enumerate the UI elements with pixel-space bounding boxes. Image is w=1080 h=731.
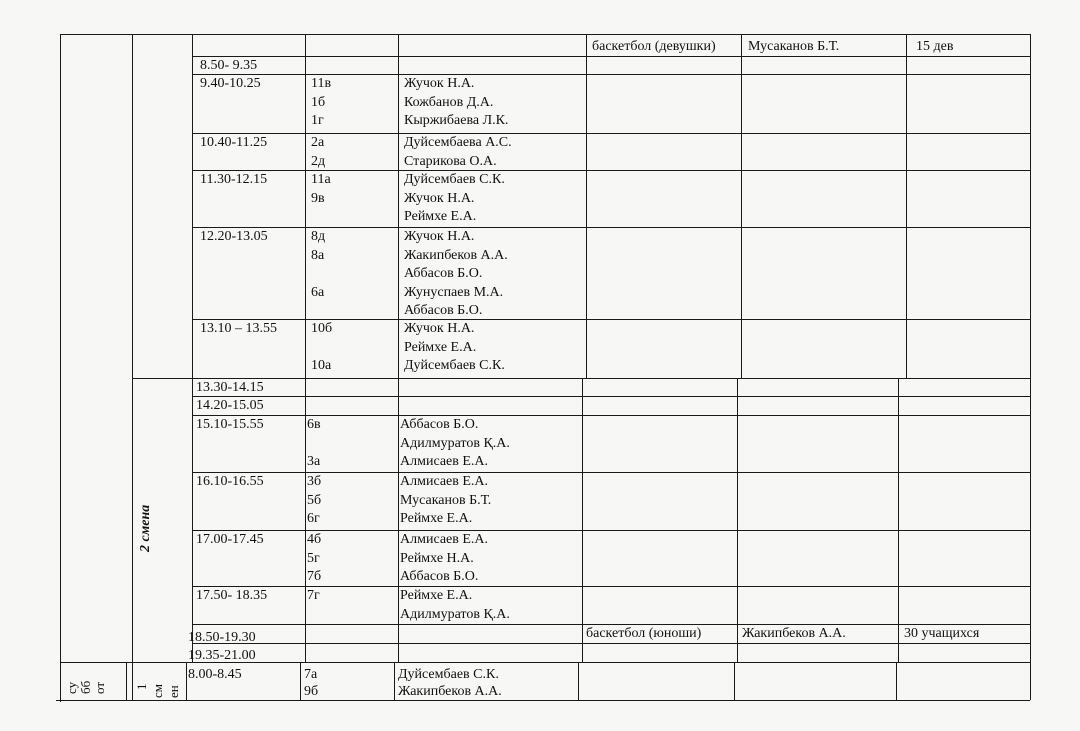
grid-line [737, 378, 738, 662]
evening-time: 18.50-19.30 [188, 630, 256, 645]
teacher-name: Жакипбеков А.А. [404, 247, 508, 263]
activity-boys: баскетбол (юноши) [586, 626, 702, 641]
class-name: 3б [307, 474, 322, 489]
class-name: 6в [307, 417, 321, 432]
shift-1-label-3: ен [166, 685, 181, 698]
grid-line [582, 378, 583, 662]
teacher-name: Жучок Н.А. [404, 229, 475, 244]
teacher-name: Реймхе Н.А. [400, 550, 474, 566]
grid-line [192, 472, 1030, 473]
time-slot: 13.10 – 13.55 [200, 321, 277, 336]
class-name: 6а [311, 284, 325, 300]
class-name: 5б [307, 492, 322, 508]
grid-line [192, 227, 1030, 228]
class-name: 10а [311, 358, 332, 374]
grid-line [192, 170, 1030, 171]
saturday-teacher-1: Дуйсембаев С.К. [398, 667, 499, 682]
grid-line [398, 378, 399, 662]
teacher-name: Алмисаев Е.А. [400, 532, 489, 547]
time-slot: 15.10-15.55 [196, 417, 264, 432]
grid-line [132, 34, 133, 700]
teacher-name: Дуйсембаева А.С. [404, 135, 512, 150]
grid-line [192, 530, 1030, 531]
grid-line [60, 34, 1030, 35]
class-name: 10б [311, 321, 333, 336]
grid-line [305, 378, 306, 662]
teacher-name: Кыржибаева Л.К. [404, 113, 509, 129]
saturday-teacher-2: Жакипбеков А.А. [398, 684, 502, 699]
activity-girls: баскетбол (девушки) [592, 39, 716, 54]
grid-line [586, 34, 587, 378]
teacher-name: Адилмуратов Қ.А. [400, 435, 510, 451]
teacher-name: Кожбанов Д.А. [404, 94, 494, 110]
saturday-class-1: 7а [304, 667, 318, 682]
grid-line [305, 34, 306, 378]
grid-line [896, 662, 897, 700]
time-slot: 10.40-11.25 [200, 135, 268, 150]
teacher-name: Аббасов Б.О. [404, 303, 483, 319]
grid-line [192, 643, 1030, 644]
time-slot: 11.30-12.15 [200, 172, 268, 187]
grid-line [398, 34, 399, 378]
shift-1-label-1: 1 [134, 683, 149, 690]
saturday-label-3: от [92, 681, 107, 694]
time-slot: 17.50- 18.35 [196, 588, 268, 603]
shift-1-label-2: см [150, 684, 165, 698]
shift-2-label: 2 смена [138, 504, 153, 552]
time-slot: 14.20-15.05 [196, 398, 264, 413]
class-name: 1г [311, 113, 324, 129]
class-name: 7б [307, 569, 322, 585]
teacher-boys: Жакипбеков А.А. [742, 626, 846, 641]
grid-line [192, 56, 1030, 57]
saturday-label-2: бб [78, 680, 93, 694]
grid-line [734, 662, 735, 700]
saturday-label-1: су [64, 681, 79, 694]
grid-line [126, 662, 127, 700]
class-name: 11а [311, 172, 331, 187]
grid-line [741, 34, 742, 378]
grid-line [192, 415, 1030, 416]
grid-line [192, 74, 1030, 75]
grid-line [898, 378, 899, 662]
time-slot: 13.30-14.15 [196, 380, 264, 395]
teacher-name: Адилмуратов Қ.А. [400, 606, 510, 622]
grid-line [60, 34, 61, 702]
class-name: 8а [311, 247, 325, 263]
teacher-name: Аббасов Б.О. [404, 266, 483, 282]
grid-line [192, 319, 1030, 320]
grid-line [300, 662, 301, 700]
teacher-name: Дуйсембаев С.К. [404, 358, 505, 374]
saturday-time: 8.00-8.45 [188, 667, 242, 682]
teacher-name: Реймхе Е.А. [400, 511, 473, 527]
grid-line [192, 34, 193, 662]
class-name: 9в [311, 190, 325, 206]
time-slot: 12.20-13.05 [200, 229, 268, 244]
late-time: 19.35-21.00 [188, 648, 256, 663]
grid-line [132, 378, 1030, 379]
class-name: 2д [311, 153, 326, 169]
grid-line [578, 662, 579, 700]
class-name: 3а [307, 454, 321, 470]
class-name: 5г [307, 550, 320, 566]
class-name: 2а [311, 135, 325, 150]
class-name: 1б [311, 94, 326, 110]
grid-line [394, 662, 395, 700]
class-name: 6г [307, 511, 320, 527]
teacher-name: Мусаканов Б.Т. [400, 492, 492, 508]
grid-line [1030, 34, 1031, 700]
time-slot: 17.00-17.45 [196, 532, 264, 547]
teacher-name: Аббасов Б.О. [400, 569, 479, 585]
teacher-name: Реймхе Е.А. [404, 209, 477, 225]
grid-line [192, 396, 1030, 397]
class-name: 8д [311, 229, 326, 244]
class-name: 7г [307, 588, 320, 603]
teacher-name: Жунуспаев М.А. [404, 284, 504, 300]
grid-line [186, 662, 187, 700]
teacher-name: Жучок Н.А. [404, 76, 475, 91]
teacher-name: Дуйсембаев С.К. [404, 172, 505, 187]
teacher-girls: Мусаканов Б.Т. [748, 39, 840, 54]
time-slot: 8.50- 9.35 [200, 58, 258, 73]
teacher-name: Реймхе Е.А. [404, 339, 477, 355]
count-boys: 30 учащихся [904, 626, 980, 641]
grid-line [56, 700, 1030, 701]
count-girls: 15 дев [916, 39, 954, 54]
teacher-name: Старикова О.А. [404, 153, 497, 169]
teacher-name: Алмисаев Е.А. [400, 474, 489, 489]
class-name: 4б [307, 532, 322, 547]
teacher-name: Алмисаев Е.А. [400, 454, 489, 470]
grid-line [192, 624, 1030, 625]
saturday-class-2: 9б [304, 684, 319, 699]
class-name: 11в [311, 76, 332, 91]
grid-line [906, 34, 907, 378]
teacher-name: Реймхе Е.А. [400, 588, 473, 603]
teacher-name: Жучок Н.А. [404, 190, 475, 206]
teacher-name: Аббасов Б.О. [400, 417, 479, 432]
grid-line [192, 586, 1030, 587]
grid-line [192, 133, 1030, 134]
time-slot: 16.10-16.55 [196, 474, 264, 489]
time-slot: 9.40-10.25 [200, 76, 261, 91]
teacher-name: Жучок Н.А. [404, 321, 475, 336]
